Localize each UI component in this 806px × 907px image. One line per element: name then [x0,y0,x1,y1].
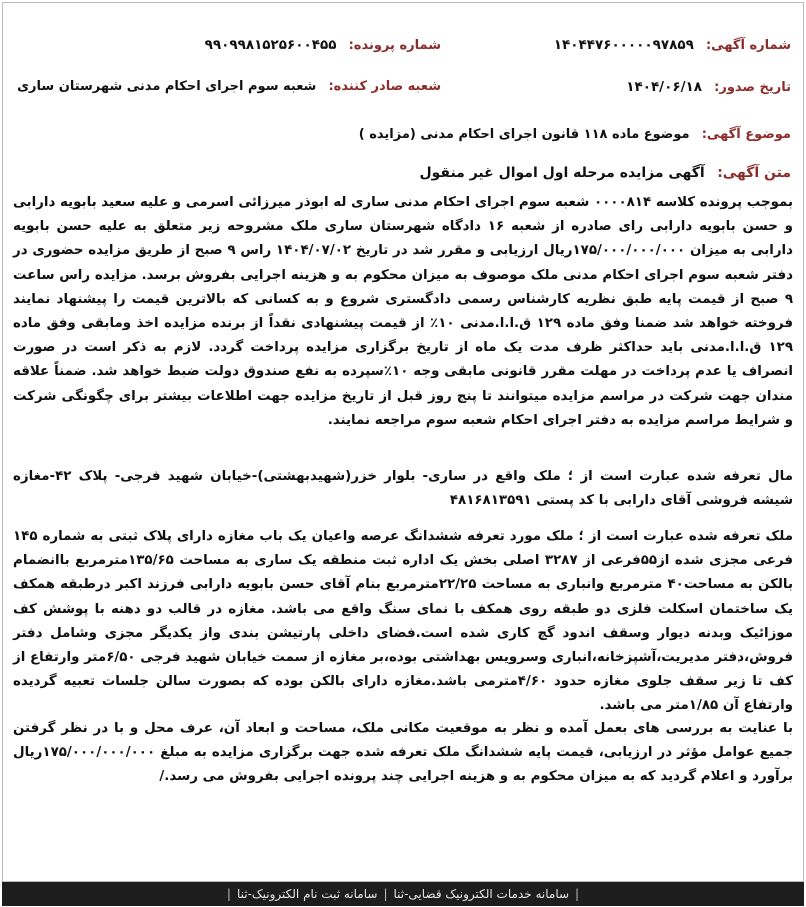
notice-number-label: شماره آگهی: [705,38,791,53]
body-paragraph-4-text: با عنایت به بررسی های بعمل آمده و نظر به موقعیت مکانی ملک، مساحت و ابعاد آن، عرف محل و با در نظر گرفتن جمیع عوامل مؤثر در ارزیابی، قیمت پایه ششدانگ ملک تعرفه شده جهت برگزاری مزایده به مبلغ ۱۷۵/۰۰۰/۰۰۰/۰۰۰ریال برآورد و اعلام گردید که به میزان محکوم به و هزینه اجرایی چند پرونده اجرایی بفروش می رسد./ [13,721,793,785]
case-number-label: شماره پرونده: [348,38,441,53]
body-paragraph-4 [13,717,793,790]
notice-subject [15,127,791,142]
issue-date-field [626,79,791,95]
footer-link-sana-registration[interactable]: سامانه ثبت نام الکترونیک-ثنا [236,887,378,901]
notice-document [2,2,804,882]
notice-number-value: ۱۴۰۴۴۷۶۰۰۰۰۰۹۷۸۵۹ [553,37,694,53]
header-row-numbers [15,37,791,61]
body-paragraph-3-text: ملک تعرفه شده عبارت است از ؛ ملک مورد تعرفه ششدانگ عرصه واعیان یک باب مغازه دارای پلاک ثبتی به شماره ۱۴۵ فرعی مجزی شده از۵۵فرعی از ۳۲۸۷ اصلی بخش یک اداره ثبت منطقه یک ساری به مساحت ۱۳۵/۶۵مترمربع باانضمام بالکن به مساحت۴۰ مترمربع وانباری به مساحت ۲۲/۲۵مترمربع بنام آقای حسن بابویه دارابی فرزند اکبر درطبقه همکف یک ساختمان اسکلت فلزی دو طبقه روی همکف با نمای سنگ واقع می باشد. مغازه در قالب دو دهنه با پوشش کف موزائیک وبدنه دیوار وسقف اندود گچ کاری شده است.فضای داخلی پارتیشن بندی واز یکدیگر مجزی وشامل دفتر فروش،دفتر مدیریت،آشپزخانه،انباری وسرویس بهداشتی بوده،بر مغازه از سمت خیابان شهید فرجی ۶/۵۰متر وارتفاع از کف تا زیر سقف جلوی مغازه حدود ۴/۶۰مترمی باشد.مغازه دارای بالکن بوده که بصورت سالن جلسات تعبیه گردیده وارتفاع آن ۱/۸۵متر می باشد. [13,529,794,714]
body-paragraph-1-text: بموجب پرونده کلاسه ۰۰۰۰۸۱۴ شعبه سوم اجرای احکام مدنی ساری له ابوذر میرزائی اسرمی و علیه سعید بابویه دارابی و حسن بابویه دارابی رای صادره از شعبه ۱۶ دادگاه شهرستان ساری ملک مشروحه زیر متعلق به علیه حسن بابویه دارابی به میزان ۱۷۵/۰۰۰/۰۰۰/۰۰۰ریال ارزیابی و مقرر شد در تاریخ ۱۴۰۴/۰۷/۰۲ راس ۹ صبح از طریق مزایده حضوری در دفتر شعبه سوم اجرای احکام مدنی ملک موصوف به میزان محکوم به و هزینه اجرایی بفروش برسد. مزایده راس ساعت ۹ صبح از قیمت پایه طبق نظریه کارشناس رسمی دادگستری شروع و به کسانی که بالاترین قیمت را پیشنهاد نمایند فروخته خواهد شد ضمنا وفق ماده ۱۲۹ ق.ا.ا.مدنی ۱۰٪ از قیمت پیشنهادی نقداً از برنده مزایده اخذ ومابقی وفق ماده ۱۲۹ ق.ا.ا.مدنی باید حداکثر ظرف مدت یک ماه از تاریخ برگزاری مزایده پرداخت گردد. لازم به ذکر است در صورت انصراف یا عدم پرداخت در مهلت مقرر قانونی مابقی وجه ۱۰٪سپرده به نفع صندوق دولت ضبط خواهد شد. ضمناً علاقه مندان جهت شرکت در مراسم مزایده میتوانند تا پنج روز قبل از تاریخ مزایده جهت اطلاعات بیشتر برای چگونگی شرکت و شرایط مراسم مزایده به دفتر اجرای احکام شعبه سوم مراجعه نمایند. [13,195,794,428]
body-paragraph-2-text: مال تعرفه شده عبارت است از ؛ ملک واقع در ساری- بلوار خزر(شهیدبهشتی)-خیابان شهید فرجی- پلاک ۴۲-مغازه شیشه فروشی آقای دارابی با کد پستی ۴۸۱۶۸۱۳۵۹۱ [13,469,793,509]
footer-link-sana-services[interactable]: سامانه خدمات الکترونیک قضایی-ثنا [393,887,570,901]
subject-label: موضوع آگهی: [701,127,791,142]
issuer-value: شعبه سوم اجرای احکام مدنی شهرستان ساری [17,79,317,94]
notice-text-title [15,165,791,181]
issue-date-label: تاریخ صدور: [714,80,791,95]
body-paragraph-1 [13,191,793,433]
issue-date-value: ۱۴۰۴/۰۶/۱۸ [626,79,702,95]
body-paragraph-3 [13,525,793,719]
case-number-value: ۹۹۰۹۹۸۱۵۲۵۶۰۰۴۵۵ [204,37,337,53]
subject-value: موضوع ماده ۱۱۸ قانون اجرای احکام مدنی (مزایده ) [358,127,690,142]
text-title-value: آگهی مزایده مرحله اول اموال غیر منقول [419,165,705,181]
header-row-issue [15,79,791,103]
notice-number-field [554,37,791,53]
text-title-label: متن آگهی: [717,165,791,181]
case-number-field [205,37,441,53]
footer-separator: | [575,887,580,901]
issuer-label: شعبه صادر کننده: [328,79,441,94]
footer-bar [2,882,804,906]
footer-separator: | [383,887,388,901]
issuer-field [17,79,441,94]
body-paragraph-2 [13,465,793,513]
footer-separator: | [226,887,231,901]
